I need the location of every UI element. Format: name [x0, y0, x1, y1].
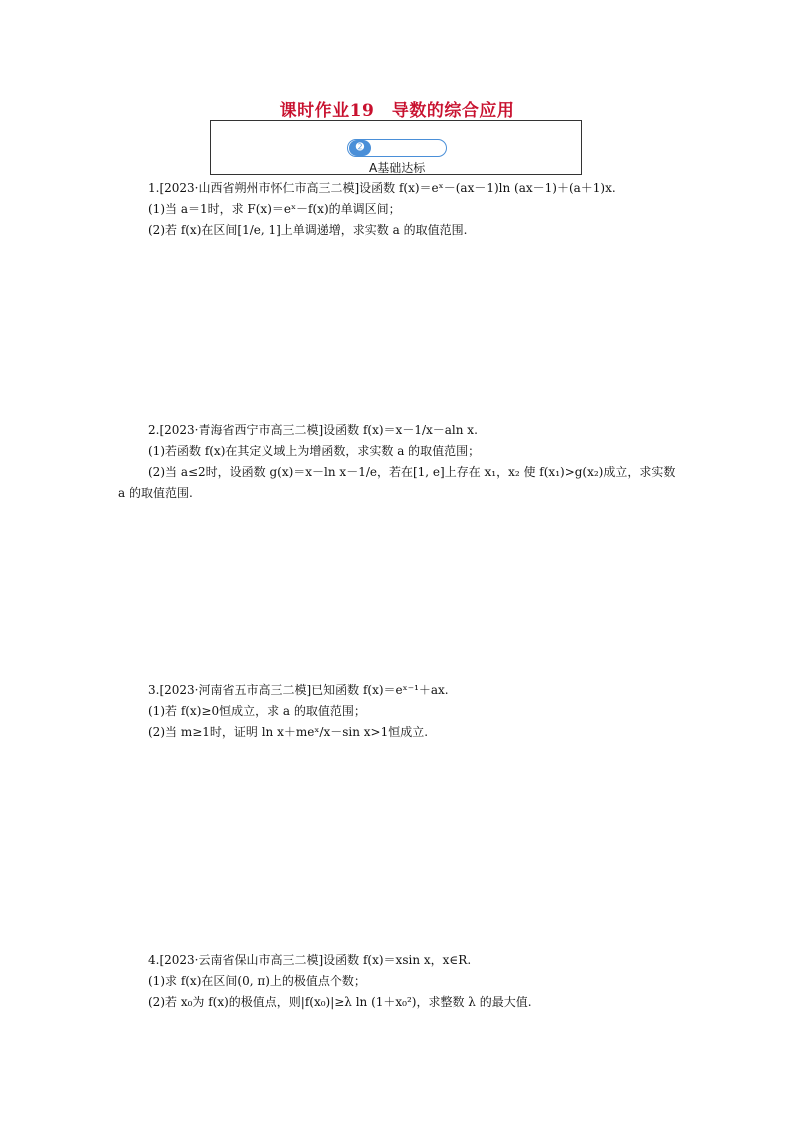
question-part: (1)求 f(x)在区间(0, π)上的极值点个数；	[148, 974, 366, 988]
question-part: (2)当 m≥1时，证明 ln x＋meˣ/x－sin x>1恒成立.	[148, 725, 429, 739]
number-badge-icon: ➋	[349, 140, 371, 156]
question-3	[118, 680, 678, 743]
question-part: (1)若 f(x)≥0恒成立，求 a 的取值范围；	[148, 704, 366, 718]
section-banner	[210, 120, 582, 175]
section-label: A基础达标	[369, 161, 426, 175]
question-part: (1)当 a＝1时，求 F(x)＝eˣ－f(x)的单调区间；	[148, 202, 401, 216]
question-part: (2)若 x₀为 f(x)的极值点，则|f(x₀)|≥λ ln (1＋x₀²)，求整数 λ 的最大值.	[148, 995, 532, 1009]
question-stem: 2.[2023·青海省西宁市高三二模]设函数 f(x)＝x－1/x－aln x.	[148, 423, 478, 437]
question-2	[118, 420, 678, 504]
question-part: (2)若 f(x)在区间[1/e, 1]上单调递增，求实数 a 的取值范围.	[148, 223, 468, 237]
question-stem: 3.[2023·河南省五市高三二模]已知函数 f(x)＝eˣ⁻¹＋ax.	[148, 683, 449, 697]
question-part: (2)当 a≤2时，设函数 g(x)＝x－ln x－1/e，若在[1, e]上存在 x₁，x₂ 使 f(x₁)>g(x₂)成立，求实数 a 的取值范围.	[118, 465, 676, 500]
question-4	[118, 950, 678, 1013]
question-stem: 1.[2023·山西省朔州市怀仁市高三二模]设函数 f(x)＝eˣ－(ax－1)ln (ax－1)＋(a＋1)x.	[148, 181, 616, 195]
question-stem: 4.[2023·云南省保山市高三二模]设函数 f(x)＝xsin x，x∈R.	[148, 953, 472, 967]
question-1	[118, 178, 678, 241]
page-title: 课时作业19 导数的综合应用	[279, 101, 515, 121]
question-part: (1)若函数 f(x)在其定义域上为增函数，求实数 a 的取值范围；	[148, 444, 481, 458]
